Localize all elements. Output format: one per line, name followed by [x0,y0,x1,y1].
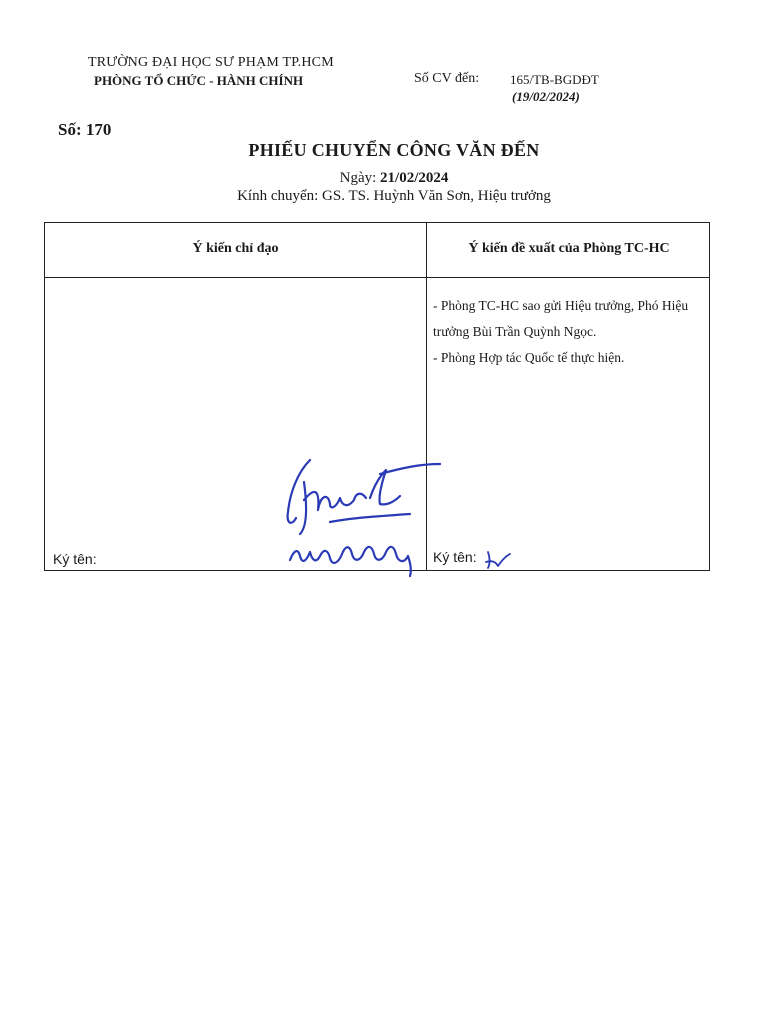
handwritten-signature-icon [270,452,450,582]
incoming-doc-label: Số CV đến: [414,71,480,86]
sign-label-left: Ký tên: [53,551,97,567]
date-line [0,170,768,187]
directive-column-header: Ý kiến chỉ đạo [192,241,279,256]
recipient-line: Kính chuyển: GS. TS. Huỳnh Văn Sơn, Hiệu trưởng [237,188,551,204]
incoming-doc-date: (19/02/2024) [512,89,580,104]
handwritten-initial-icon [482,548,516,572]
proposal-text [433,293,709,371]
incoming-doc-number: 165/TB-BGDĐT [510,72,599,87]
date-label: Ngày: [339,170,377,186]
page-title: PHIẾU CHUYỂN CÔNG VĂN ĐẾN [248,140,540,160]
proposal-line: - Phòng Hợp tác Quốc tế thực hiện. [433,350,625,365]
sign-label-right: Ký tên: [433,549,477,565]
proposal-line: - Phòng TC-HC sao gửi Hiệu trưởng, Phó Hiệu trưởng Bùi Trần Quỳnh Ngọc. [433,298,689,339]
department-name: PHÒNG TỔ CHỨC - HÀNH CHÍNH [94,73,304,88]
document-number: Số: 170 [58,120,112,139]
date-value: 21/02/2024 [380,170,449,186]
organization-name: TRƯỜNG ĐẠI HỌC SƯ PHẠM TP.HCM [88,55,334,70]
row-divider [45,277,709,278]
proposal-column-header: Ý kiến đề xuất của Phòng TC-HC [468,241,670,256]
